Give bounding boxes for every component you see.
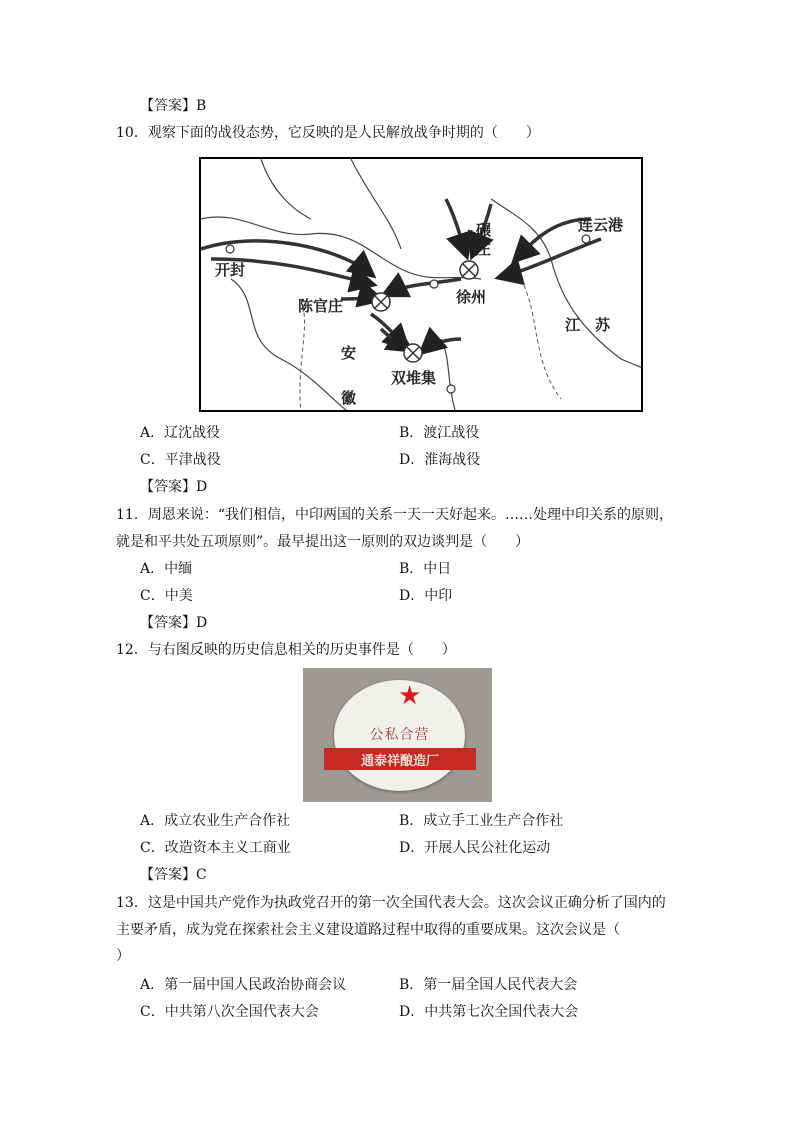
badge-bottom-text: 通泰祥酿造厂 bbox=[360, 754, 439, 769]
badge-disc bbox=[334, 680, 465, 791]
option-10-c: C．平津战役 bbox=[140, 452, 221, 468]
question-12-stem: 12．与右图反映的历史信息相关的历史事件是（ ） bbox=[116, 642, 456, 658]
map-label-nian: 碾 bbox=[476, 221, 492, 239]
question-13-stem-line3: ） bbox=[116, 948, 130, 964]
answer-q9: 【答案】B bbox=[140, 98, 207, 114]
map-label-an: 安 bbox=[341, 344, 357, 362]
option-12-c: C．改造资本主义工商业 bbox=[140, 840, 291, 856]
option-12-d: D．开展人民公社化运动 bbox=[399, 840, 551, 856]
map-label-hui: 徽 bbox=[341, 389, 357, 407]
answer-q10: 【答案】D bbox=[140, 479, 208, 495]
question-10-stem: 10．观察下面的战役态势，它反映的是人民解放战争时期的（ ） bbox=[116, 125, 540, 141]
map-label-lianyungang: 连云港 bbox=[578, 216, 624, 234]
question-11-stem-line2: 就是和平共处五项原则”。最早提出这一原则的双边谈判是（ ） bbox=[116, 534, 530, 550]
option-13-d: D．中共第七次全国代表大会 bbox=[399, 1004, 579, 1020]
option-13-a: A．第一届中国人民政治协商会议 bbox=[140, 977, 347, 993]
huaihai-campaign-map bbox=[199, 157, 643, 412]
option-11-b: B．中日 bbox=[399, 561, 452, 577]
map-label-shuangduiji: 双堆集 bbox=[391, 369, 437, 387]
question-13-stem-line2: 主要矛盾，成为党在探索社会主义建设道路过程中取得的重要成果。这次会议是（ bbox=[116, 922, 620, 938]
option-11-a: A．中缅 bbox=[140, 561, 193, 577]
map-label-zhuang: 庄 bbox=[476, 240, 492, 258]
option-13-c: C．中共第八次全国代表大会 bbox=[140, 1004, 319, 1020]
red-star-icon: ★ bbox=[398, 681, 422, 711]
option-10-a: A．辽沈战役 bbox=[140, 425, 221, 441]
joint-venture-badge-photo bbox=[303, 668, 492, 802]
option-10-b: B．渡江战役 bbox=[399, 425, 480, 441]
question-13-stem-line1: 13．这是中国共产党作为执政党召开的第一次全国代表大会。这次会议正确分析了国内的 bbox=[116, 895, 666, 911]
map-label-xuzhou: 徐州 bbox=[456, 288, 487, 306]
option-12-b: B．成立手工业生产合作社 bbox=[399, 813, 564, 829]
map-label-kaifeng: 开封 bbox=[215, 261, 246, 279]
answer-q11: 【答案】D bbox=[140, 615, 208, 631]
option-10-d: D．淮海战役 bbox=[399, 452, 481, 468]
option-11-d: D．中印 bbox=[399, 588, 453, 604]
badge-top-text: 公私合营 bbox=[369, 727, 430, 743]
badge-red-band bbox=[324, 748, 476, 770]
map-label-chenguanzhuang: 陈官庄 bbox=[298, 297, 344, 315]
option-12-a: A．成立农业生产合作社 bbox=[140, 813, 291, 829]
map-label-jiangsu: 江 苏 bbox=[565, 316, 611, 334]
option-11-c: C．中美 bbox=[140, 588, 193, 604]
question-11-stem-line1: 11．周恩来说：“我们相信，中印两国的关系一天一天好起来。……处理中印关系的原则， bbox=[116, 507, 673, 523]
option-13-b: B．第一届全国人民代表大会 bbox=[399, 977, 578, 993]
answer-q12: 【答案】C bbox=[140, 867, 207, 883]
